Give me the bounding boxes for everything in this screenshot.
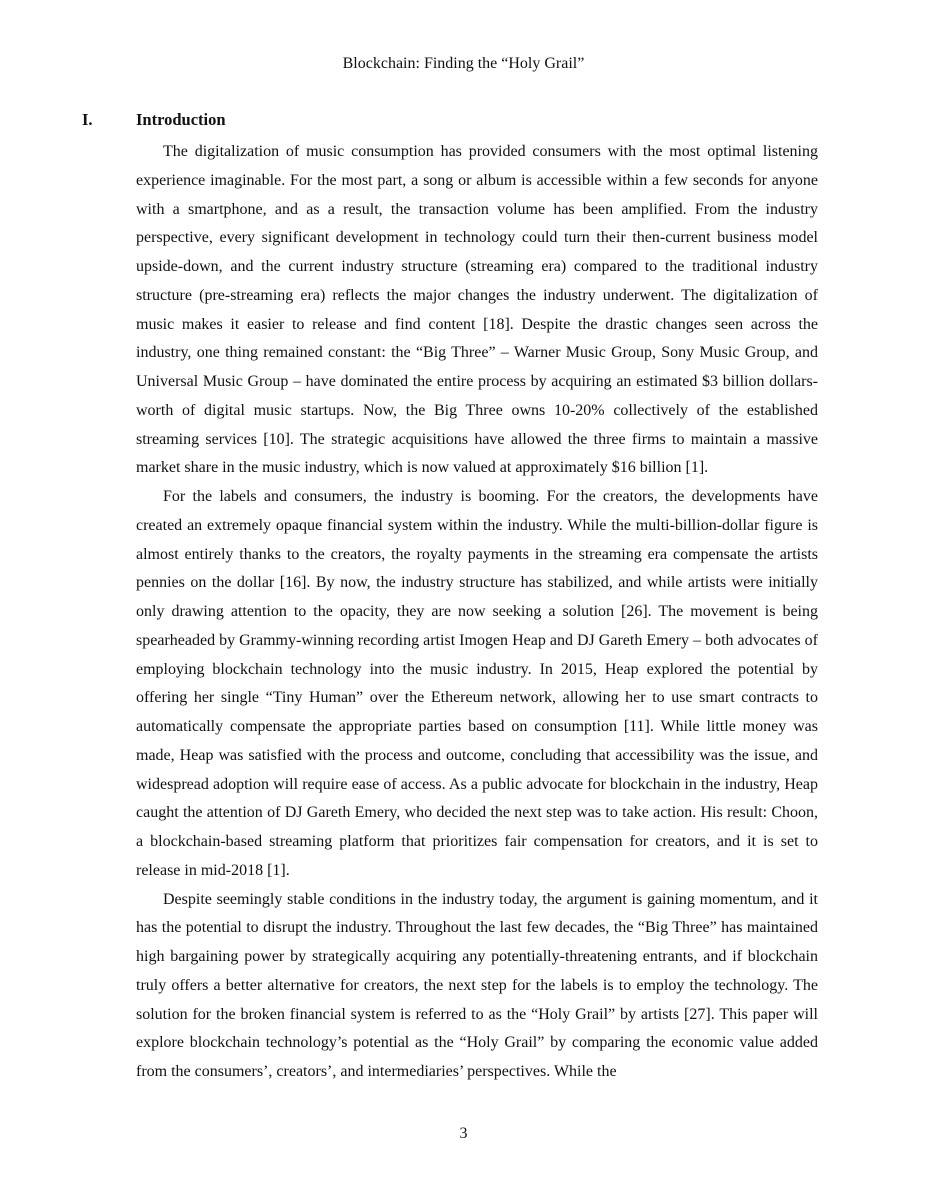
section-title: Introduction [136,110,226,129]
paragraph: The digitalization of music consumption has provided consumers with the most optimal listening experience imaginable. For the most part, a song or album is accessible within a few seconds for anyone with a smartphone, and as a result, the transaction volume has been amplified. From the industry perspective, every significant development in technology could turn their then-current business model upside-down, and the current industry structure (streaming era) compared to the traditional industry structure (pre-streaming era) reflects the major changes the industry underwent. The digitalization of music makes it easier to release and find content [18]. Despite the drastic changes seen across the industry, one thing remained constant: the “Big Three” – Warner Music Group, Sony Music Group, and Universal Music Group – have dominated the entire process by acquiring an estimated $3 billion dollars-worth of digital music startups. Now, the Big Three owns 10-20% collectively of the established streaming services [10]. The strategic acquisitions have allowed the three firms to maintain a massive market share in the music industry, which is now valued at approximately $16 billion [1]. [136,143,818,477]
paragraph: For the labels and consumers, the industry is booming. For the creators, the developments have created an extremely opaque financial system within the industry. While the multi-billion-dollar figure is almost entirely thanks to the creators, the royalty payments in the streaming era compensate the artists pennies on the dollar [16]. By now, the industry structure has stabilized, and while artists were initially only drawing attention to the opacity, they are now seeking a solution [26]. The movement is being spearheaded by Grammy-winning recording artist Imogen Heap and DJ Gareth Emery – both advocates of employing blockchain technology into the music industry. In 2015, Heap explored the potential by offering her single “Tiny Human” over the Ethereum network, allowing her to use smart contracts to automatically compensate the appropriate parties based on consumption [11]. While little money was made, Heap was satisfied with the process and outcome, concluding that accessibility was the issue, and widespread adoption will require ease of access. As a public advocate for blockchain in the industry, Heap caught the attention of DJ Gareth Emery, who decided the next step was to take action. His result: Choon, a blockchain-based streaming platform that prioritizes fair compensation for creators, and it is set to release in mid-2018 [1]. [136,488,818,879]
paragraph: Despite seemingly stable conditions in the industry today, the argument is gaining momentum, and it has the potential to disrupt the industry. Throughout the last few decades, the “Big Three” has maintained high bargaining power by strategically acquiring any potentially-threatening entrants, and if blockchain truly offers a better alternative for creators, the next step for the labels is to employ the technology. The solution for the broken financial system is referred to as the “Holy Grail” by artists [27]. This paper will explore blockchain technology’s potential as the “Holy Grail” by comparing the economic value added from the consumers’, creators’, and intermediaries’ perspectives. While the [136,890,818,1080]
running-header: Blockchain: Finding the “Holy Grail” [342,55,585,72]
section-number: I. [82,110,93,129]
body-text [136,138,818,1083]
page-number: 3 [459,1125,468,1142]
